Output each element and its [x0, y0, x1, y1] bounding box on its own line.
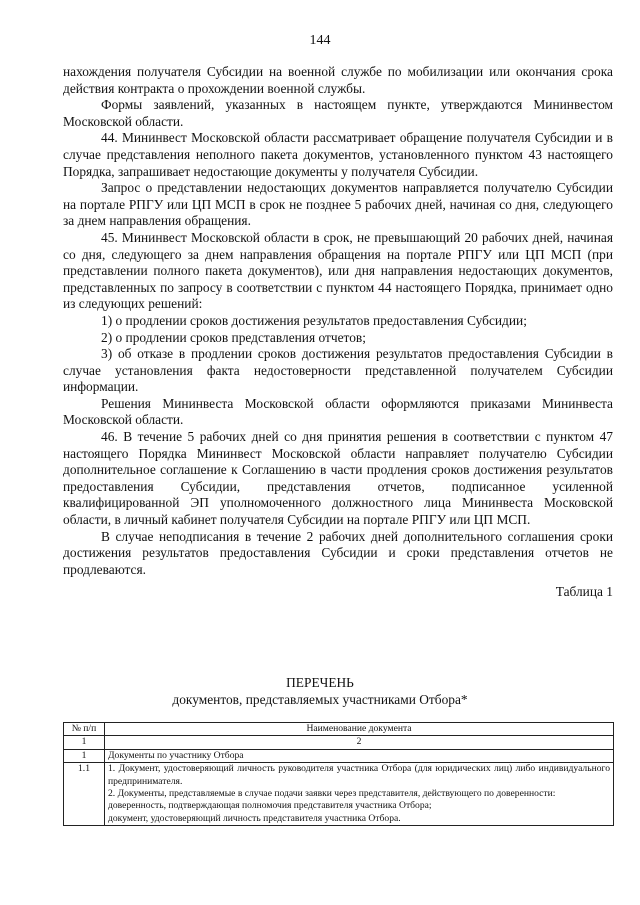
- list-item: 2) о продлении сроков представления отчетов;: [101, 329, 366, 345]
- list-title: ПЕРЕЧЕНЬ: [286, 675, 354, 690]
- body-text: [63, 64, 613, 601]
- table-row: [64, 736, 614, 749]
- table-cell: 2: [105, 736, 614, 749]
- table-label: Таблица 1: [555, 584, 613, 600]
- table-cell: 1: [64, 749, 105, 762]
- page-number: 144: [309, 33, 331, 48]
- paragraph: Решения Мининвеста Московской области оформляются приказами Мининвеста Московской области.: [63, 395, 613, 428]
- cell-line: 1. Документ, удостоверяющий личность руководителя участника Отбора (для юридических лиц) либо индивидуального предпринимателя.: [108, 763, 610, 787]
- table-header-row: [64, 723, 614, 736]
- paragraph: нахождения получателя Субсидии на военной службе по мобилизации или окончания срока действия контракта о прохождении военной службы.: [63, 64, 613, 96]
- list-item: 3) об отказе в продлении сроков достижения результатов предоставления Субсидии в случае установления факта недостоверности представленной получателем Субсидии информации.: [63, 346, 613, 395]
- list-item: 1) о продлении сроков достижения результатов предоставления Субсидии;: [101, 312, 527, 328]
- paragraph: 44. Мининвест Московской области рассматривает обращение получателя Субсидии и в случае представления неполного пакета документов, установленного пунктом 43 настоящего Порядка, запрашивает недостающие документы у получателя Субсидии.: [63, 130, 613, 179]
- paragraph: Запрос о представлении недостающих документов направляется получателю Субсидии на портале РПГУ или ЦП МСП в срок не позднее 5 рабочих дней, начиная со дня, следующего за днем направления обращения.: [63, 180, 613, 229]
- paragraph: Формы заявлений, указанных в настоящем пункте, утверждаются Мининвестом Московской области.: [63, 97, 613, 129]
- table-cell: [105, 763, 614, 826]
- documents-table: [63, 722, 614, 826]
- cell-line: 2. Документы, представляемые в случае подачи заявки через представителя, действующего по доверенности:: [108, 788, 556, 800]
- cell-line: доверенность, подтверждающая полномочия представителя участника Отбора;: [108, 800, 432, 812]
- table-row: [64, 749, 614, 762]
- paragraph: 45. Мининвест Московской области в срок, не превышающий 20 рабочих дней, начиная со дня, следующего за днем направления обращения на портале РПГУ или ЦП МСП (при представлении полного пакета документов), или дня направления недостающих документов, представленных по запросу в соответствии с пунктом 44 настоящего Порядка, принимает одно из следующих решений:: [63, 229, 613, 312]
- header-cell-number: № п/п: [64, 723, 105, 736]
- header-cell-name: Наименование документа: [105, 723, 614, 736]
- paragraph: 46. В течение 5 рабочих дней со дня принятия решения в соответствии с пунктом 47 настоящего Порядка Мининвест Московской области направляет получателю Субсидии дополнительное соглашение к Соглашению в части продления сроков достижения результатов предоставления Субсидии, представления отчетов, подписанное усиленной квалифицированной ЭП уполномоченного должностного лица Мининвеста Московской области, в личный кабинет получателя Субсидии на портале РПГУ или ЦП МСП.: [63, 429, 613, 528]
- table-cell: 1: [64, 736, 105, 749]
- list-subtitle: документов, представляемых участниками Отбора*: [172, 692, 468, 707]
- table-cell: 1.1: [64, 763, 105, 826]
- table-cell: Документы по участнику Отбора: [105, 749, 614, 762]
- cell-line: документ, удостоверяющий личность представителя участника Отбора.: [108, 812, 401, 824]
- table-row: [64, 763, 614, 826]
- paragraph: В случае неподписания в течение 2 рабочих дней дополнительного соглашения сроки достижения результатов предоставления Субсидии и сроки представления отчетов не продлеваются.: [63, 528, 613, 577]
